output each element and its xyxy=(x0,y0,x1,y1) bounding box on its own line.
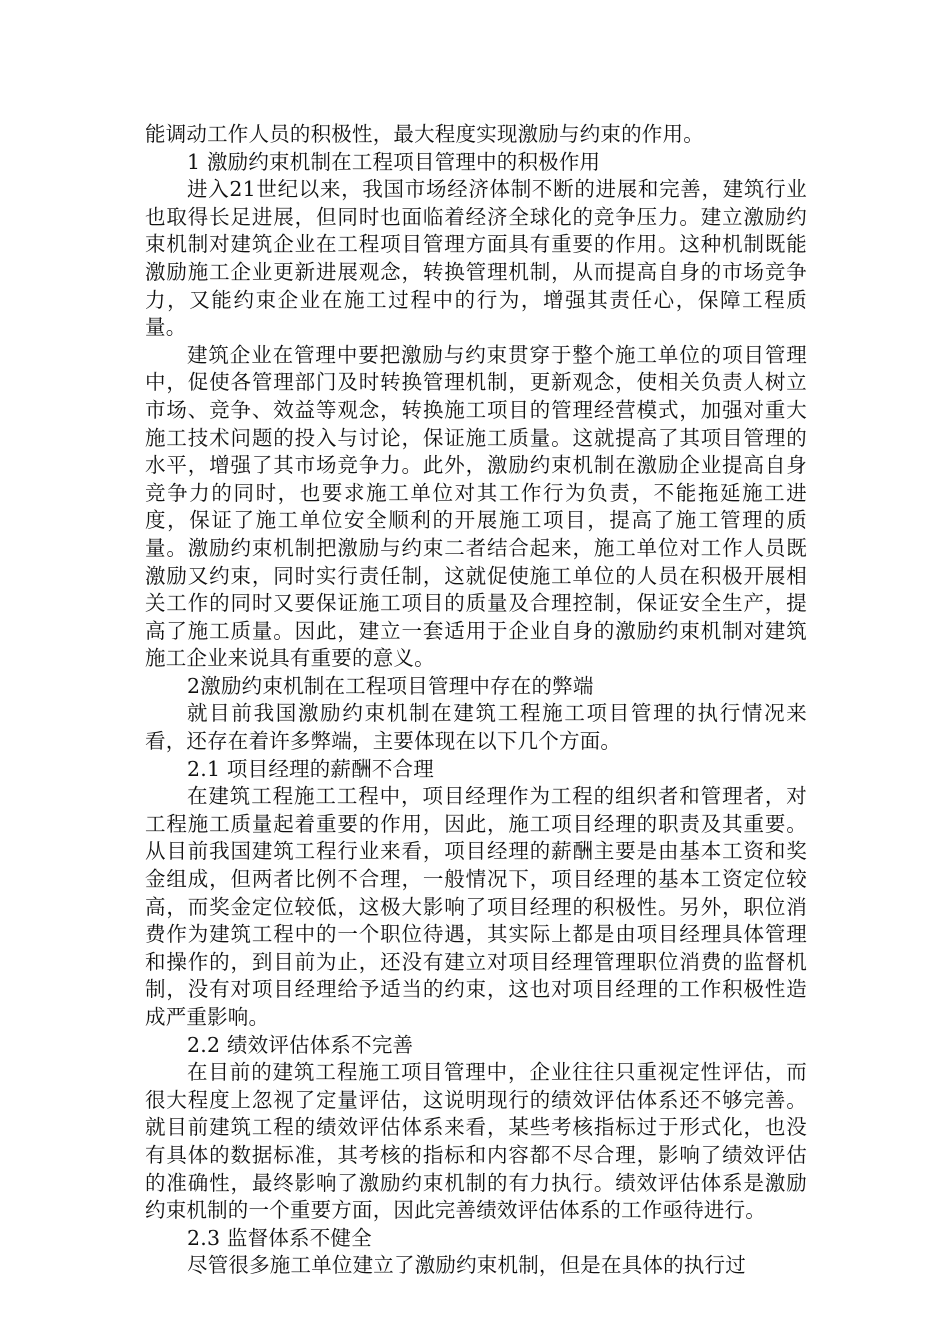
paragraph: 就目前我国激励约束机制在建筑工程施工项目管理的执行情况来看，还存在着许多弊端，主要体现在以下几个方面。 xyxy=(145,701,807,754)
section-heading-2: 2激励约束机制在工程项目管理中存在的弊端 xyxy=(187,673,594,698)
paragraph: 在建筑工程施工工程中，项目经理作为工程的组织者和管理者，对工程施工质量起着重要的作用，因此，施工项目经理的职责及其重要。从目前我国建筑工程行业来看，项目经理的薪酬主要是由基本工资和奖金组成，但两者比例不合理，一般情况下，项目经理的基本工资定位较高，而奖金定位较低，这极大影响了项目经理的积极性。另外，职位消费作为建筑工程中的一个职位待遇，其实际上都是由项目经理具体管理和操作的，到目前为止，还没有建立对项目经理管理职位消费的监督机制，没有对项目经理给予适当的约束，这也对项目经理的工作积极性造成严重影响。 xyxy=(145,784,807,1029)
paragraph: 建筑企业在管理中要把激励与约束贯穿于整个施工单位的项目管理中，促使各管理部门及时转换管理机制，更新观念，使相关负责人树立市场、竞争、效益等观念，转换施工项目的管理经营模式，加强对重大施工技术问题的投入与讨论，保证施工质量。这就提高了其项目管理的水平，增强了其市场竞争力。此外，激励约束机制在激励企业提高自身竞争力的同时，也要求施工单位对其工作行为负责，不能拖延施工进度，保证了施工单位安全顺利的开展施工项目，提高了施工管理的质量。激励约束机制把激励与约束二者结合起来，施工单位对工作人员既激励又约束，同时实行责任制，这就促使施工单位的人员在积极开展相关工作的同时又要保证施工项目的质量及合理控制，保证安全生产，提高了施工质量。因此，建立一套适用于企业自身的激励约束机制对建筑施工企业来说具有重要的意义。 xyxy=(145,342,807,671)
document-body xyxy=(145,121,807,1280)
subsection-heading-2-3: 2.3 监督体系不健全 xyxy=(187,1225,372,1250)
subsection-heading-2-1: 2.1 项目经理的薪酬不合理 xyxy=(187,756,434,781)
paragraph: 进入21世纪以来，我国市场经济体制不断的进展和完善，建筑行业也取得长足进展，但同时也面临着经济全球化的竞争压力。建立激励约束机制对建筑企业在工程项目管理方面具有重要的作用。这种机制既能激励施工企业更新进展观念，转换管理机制，从而提高自身的市场竞争力，又能约束企业在施工过程中的行为，增强其责任心，保障工程质量。 xyxy=(145,177,807,340)
paragraph: 尽管很多施工单位建立了激励约束机制，但是在具体的执行过 xyxy=(187,1253,746,1278)
paragraph-continuation: 能调动工作人员的积极性，最大程度实现激励与约束的作用。 xyxy=(145,122,704,146)
subsection-heading-2-2: 2.2 绩效评估体系不完善 xyxy=(187,1032,414,1057)
paragraph: 在目前的建筑工程施工项目管理中，企业往往只重视定性评估，而很大程度上忽视了定量评估，这说明现行的绩效评估体系还不够完善。就目前建筑工程的绩效评估体系来看，某些考核指标过于形式化，也没有具体的数据标准，其考核的指标和内容都不尽合理，影响了绩效评估的准确性，最终影响了激励约束机制的有力执行。绩效评估体系是激励约束机制的一个重要方面，因此完善绩效评估体系的工作亟待进行。 xyxy=(145,1060,807,1223)
section-heading-1: 1 激励约束机制在工程项目管理中的积极作用 xyxy=(187,149,601,174)
